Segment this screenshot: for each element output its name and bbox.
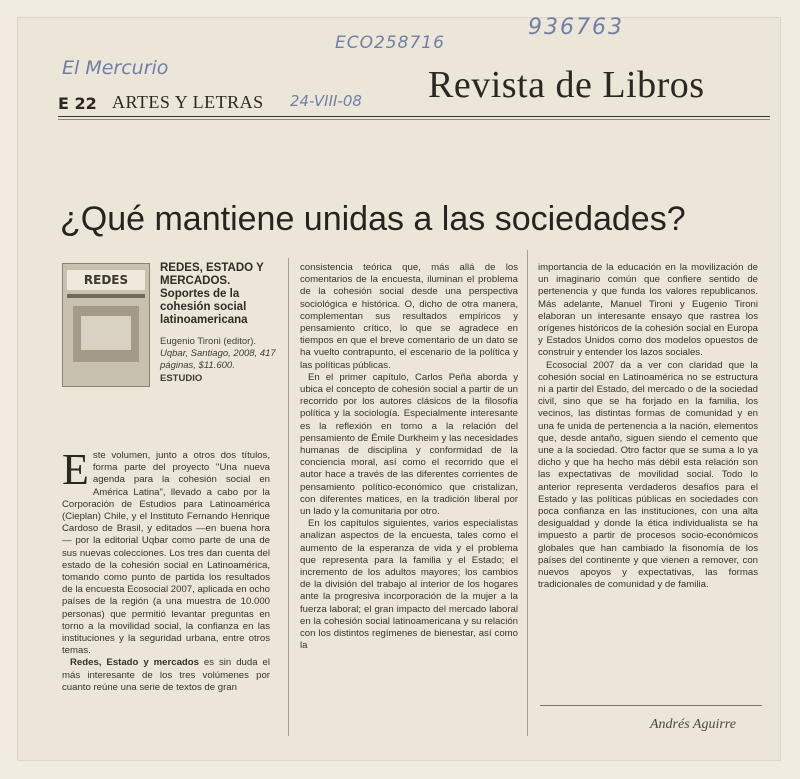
paragraph: En el primer capítulo, Carlos Peña aborda y ubica el concepto de cohesión social a partir de un recorrido por los autores clásicos de la filosofía política y la sociología. Especialmente interesante es la reflexión en torno a la relación del pensamiento de Émile Durkheim y las necesidades humanas de disciplina y conformidad de la conciencia moral, así como el recorrido que el autor hace a través de las diferentes corrientes de pensamiento político-económico que cristalizan, con diferentes matices, en la tradición liberal por un lado y la comunitaria por otro. xyxy=(300,371,518,518)
page-label: E 22 xyxy=(58,94,97,113)
handwritten-catalog-code: ECO258716 xyxy=(335,33,445,53)
article-column-1 xyxy=(62,450,270,722)
book-author: Eugenio Tironi (editor). xyxy=(160,336,257,347)
book-reference: Redes, Estado y mercados xyxy=(70,657,199,669)
handwritten-source: El Mercurio xyxy=(62,57,169,79)
header-rule xyxy=(58,116,770,117)
handwritten-archive-number: 936763 xyxy=(528,15,624,40)
paragraph: consistencia teórica que, más allá de los comentarios de la encuesta, iluminan el problema de la cohesión social desde una perspectiva sociológica e histórica. O, dicho de otra manera, complementan sus resultados empíricos y pensamiento crítico, lo que se agradece en tiempos en que el breve comentario de un dato se ha vuelto contrapunto, el escenario de la política y las políticas públicas. xyxy=(300,262,518,371)
paragraph: En los capítulos siguientes, varios especialistas analizan aspectos de la encuesta, tales como el aumento de la esperanza de vida y el problema que representa para la familia y el Estado; el incremento de los adultos mayores; los cambios de la división del trabajo al interior de los hogares ante la progresiva incorporación de la mujer a la fuerza laboral; el gran impacto del mercado laboral en la cohesión social latinoamericana y su relación con los distintos regímenes de bienestar, así como la xyxy=(300,518,518,652)
drop-cap: E xyxy=(62,450,89,494)
article-column-2 xyxy=(300,262,518,732)
header-rule-thin xyxy=(58,119,770,120)
paragraph: Ecosocial 2007 da a ver con claridad que la cohesión social en Latinoamérica no se estructura ni a partir del Estado, del mercado o de la sociedad civil, sino que se ha forjado en la familia, los vecinos, las distintas formas de comunidad y en una fe unida de pertenencia a la nación, elementos que, desde antaño, siguen siendo el cemento que une a la sociedad. Otro factor que se suma a lo ya dicho y que ha hecho más débil esta relación son las expectativas de movilidad social. Todo lo anterior representa verdaderos desafíos para el Estado y las políticas públicas en sociedades con poca confianza en las instituciones, con una alta desigualdad y donde la ética individualista se ha impuesto a partir de procesos socio-económicos globales que han cambiado la fisonomía de los países del continente y que vienen a remover, con nuevos apoyos y expectativas, las formas tradicionales de comunidad y de familia. xyxy=(538,359,758,591)
article-headline: ¿Qué mantiene unidas a las sociedades? xyxy=(60,200,686,238)
byline-rule xyxy=(540,705,762,706)
column-divider xyxy=(527,250,528,736)
paragraph xyxy=(62,450,270,657)
paragraph-text: ste volumen, junto a otros dos títulos, forma parte del proyecto "Una nueva agenda para la cohesión social en América Latina", llevado a cabo por la Corporación de Estudios para Latinoamérica (Cieplan) Chile, y el Instituto Fernando Henrique Cardoso de Brasil, y editados —en buena hora— por la editorial Uqbar como parte de una de sus nuevas colecciones. Los tres dan cuenta del estado de la cohesión social en Latinoamérica, tomando como punto de partida los resultados de la encuesta Ecosocial 2007, aplicada en ocho países de la región (a una muestra de 10.000 personas) que permitió levantar preguntas en torno a la movilidad social, la confianza en las instituciones y la seguridad urbana, entre otros temas. xyxy=(62,450,270,657)
book-cover-art-inner xyxy=(81,316,131,350)
paragraph-text: es sin duda el más interesante de los tres volúmenes por cuanto reúne una serie de textos de gran xyxy=(62,657,270,693)
supplement-title: Revista de Libros xyxy=(428,64,705,106)
article-column-3 xyxy=(538,262,758,692)
section-name: ARTES Y LETRAS xyxy=(112,92,264,112)
book-cover-image xyxy=(62,263,150,387)
book-details xyxy=(160,336,280,385)
book-publisher: Uqbar, Santiago, 2008, 417 páginas, $11.600. xyxy=(160,348,276,371)
paragraph xyxy=(62,657,270,694)
handwritten-date: 24-VIII-08 xyxy=(290,92,362,110)
book-title: REDES, ESTADO Y MERCADOS. Soportes de la cohesión social latinoamericana xyxy=(160,262,264,326)
book-cover-stripe xyxy=(67,294,145,298)
book-cover-title: REDES xyxy=(67,270,145,290)
paragraph: importancia de la educación en la movilización de un imaginario común que confiere sentido de pertenencia y que funda los valores republicanos. Más adelante, Manuel Tironi y Eugenio Tironi elaboran un interesante ensayo que rastrea los orígenes históricos de la cohesión social en Europa y Estados Unidos como dos modelos opuestos de construir y entender los lazos sociales. xyxy=(538,262,758,359)
book-genre: ESTUDIO xyxy=(160,373,203,384)
column-divider xyxy=(288,258,289,736)
article-byline: Andrés Aguirre xyxy=(650,717,736,732)
